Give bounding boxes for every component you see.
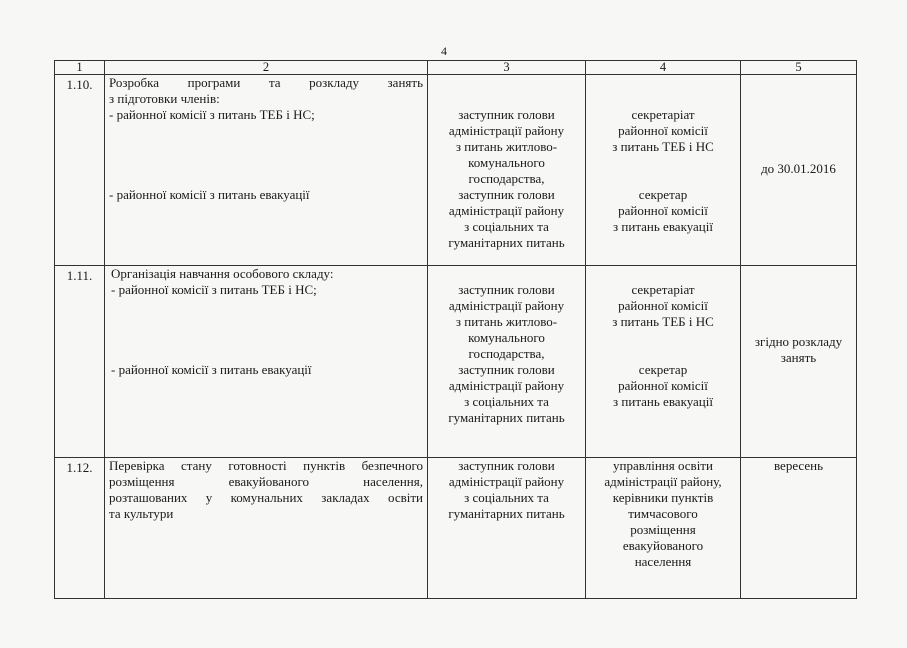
- task-item: - районної комісії з питань евакуації: [109, 187, 310, 202]
- deadline-text: згідно розкладу: [754, 334, 843, 349]
- responsible-line: з питань житлово-: [455, 139, 558, 154]
- deadline-text: вересень: [773, 458, 823, 473]
- table-row: [55, 75, 857, 266]
- responsible-line: комунального: [468, 330, 545, 345]
- row-number: 1.10.: [55, 75, 105, 266]
- task-item: - районної комісії з питань ТЕБ і НС;: [111, 282, 317, 297]
- responsible-line: з соціальних та: [464, 219, 549, 234]
- responsible-line: адміністрації району: [448, 123, 565, 138]
- executor-line: з питань ТЕБ і НС: [612, 139, 714, 154]
- executor-line: евакуйованого: [622, 538, 704, 553]
- deadline-text: занять: [780, 350, 817, 365]
- deadline-cell: [741, 266, 857, 458]
- executor-cell: [586, 266, 741, 458]
- column-header-5: 5: [741, 61, 857, 75]
- responsible-line: гуманітарних питань: [448, 506, 565, 521]
- column-header-2: 2: [105, 61, 428, 75]
- responsible-line: з соціальних та: [464, 490, 549, 505]
- task-title-line: Організація навчання особового складу:: [111, 266, 334, 281]
- executor-line: з питань ТЕБ і НС: [612, 314, 714, 329]
- deadline-cell: [741, 75, 857, 266]
- deadline-text: до 30.01.2016: [761, 161, 836, 176]
- executor-cell: [586, 458, 741, 599]
- activity-plan-table: [54, 60, 857, 599]
- executor-line: управління освіти: [613, 458, 713, 473]
- task-cell: [105, 266, 428, 458]
- responsible-line: з соціальних та: [464, 394, 549, 409]
- responsible-line: гуманітарних питань: [448, 410, 565, 425]
- responsible-line: заступник голови: [458, 187, 555, 202]
- executor-line: розміщення: [630, 522, 696, 537]
- executor-line: секретаріат: [631, 107, 695, 122]
- responsible-line: з питань житлово-: [455, 314, 558, 329]
- responsible-line: господарства,: [468, 171, 545, 186]
- executor-line: районної комісії: [618, 378, 708, 393]
- executor-line: тимчасового: [628, 506, 698, 521]
- task-title-line: Розробка програми та розкладу занять: [109, 75, 423, 90]
- responsible-cell: [428, 266, 586, 458]
- task-item: - районної комісії з питань ТЕБ і НС;: [109, 107, 315, 122]
- task-line: розміщення евакуйованого населення,: [109, 474, 423, 489]
- executor-line: з питань евакуації: [613, 219, 713, 234]
- column-header-1: 1: [55, 61, 105, 75]
- responsible-line: адміністрації району: [448, 378, 565, 393]
- executor-line: населення: [634, 554, 692, 569]
- executor-line: секретар: [638, 362, 688, 377]
- executor-line: районної комісії: [618, 123, 708, 138]
- column-header-4: 4: [586, 61, 741, 75]
- responsible-line: заступник голови: [458, 282, 555, 297]
- task-line: Перевірка стану готовності пунктів безпечного: [109, 458, 423, 473]
- responsible-line: адміністрації району: [448, 474, 565, 489]
- responsible-line: гуманітарних питань: [448, 235, 565, 250]
- executor-line: секретаріат: [631, 282, 695, 297]
- deadline-cell: [741, 458, 857, 599]
- executor-line: адміністрації району,: [604, 474, 722, 489]
- page-number: 4: [441, 44, 447, 58]
- executor-line: з питань евакуації: [613, 394, 713, 409]
- table-header-row: [55, 61, 857, 75]
- task-title-line: з підготовки членів:: [109, 91, 220, 106]
- executor-line: районної комісії: [618, 203, 708, 218]
- row-number: 1.11.: [55, 266, 105, 458]
- column-header-3: 3: [428, 61, 586, 75]
- table-row: [55, 458, 857, 599]
- responsible-line: заступник голови: [458, 107, 555, 122]
- task-line: розташованих у комунальних закладах освіти: [109, 490, 423, 505]
- responsible-line: заступник голови: [458, 458, 555, 473]
- responsible-line: комунального: [468, 155, 545, 170]
- executor-line: секретар: [638, 187, 688, 202]
- row-number: 1.12.: [55, 458, 105, 599]
- task-item: - районної комісії з питань евакуації: [111, 362, 312, 377]
- executor-line: керівники пунктів: [612, 490, 714, 505]
- responsible-cell: [428, 458, 586, 599]
- task-cell: [105, 75, 428, 266]
- executor-line: районної комісії: [618, 298, 708, 313]
- task-line: та культури: [109, 506, 174, 521]
- task-cell: [105, 458, 428, 599]
- responsible-line: господарства,: [468, 346, 545, 361]
- responsible-line: заступник голови: [458, 362, 555, 377]
- responsible-cell: [428, 75, 586, 266]
- responsible-line: адміністрації району: [448, 203, 565, 218]
- responsible-line: адміністрації району: [448, 298, 565, 313]
- executor-cell: [586, 75, 741, 266]
- table-row: [55, 266, 857, 458]
